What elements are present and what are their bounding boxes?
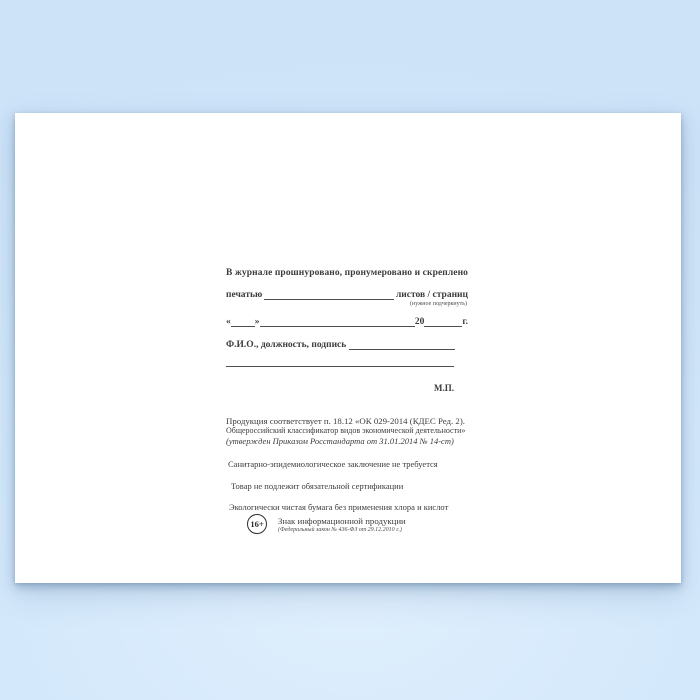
compliance-line-1: Продукция соответствует п. 18.12 «ОК 029-2014 (КДЕС Ред. 2). [226,416,465,426]
stamp-place-label: М.П. [434,383,454,393]
signature-row [226,340,468,350]
signature-line [226,366,454,367]
year-suffix: г. [462,317,468,327]
quote-close: » [254,317,260,327]
stamp-row [226,290,468,300]
page-content-block [226,268,468,568]
underline-hint: (нужное подчеркнуть) [410,301,467,307]
fill-line [264,291,394,300]
pechatyu-label: печатью [226,290,263,300]
age-16-badge-icon: 16+ [247,514,267,534]
law-reference-label: (Федеральный закон № 436-ФЗ от 29.12.2010 г.) [278,527,402,533]
fill-line [424,318,462,327]
compliance-paragraph [226,416,468,446]
signature-line-row [226,366,468,367]
note-eco-paper: Экологически чистая бумага без применения хлора и кислот [229,502,449,512]
listov-label: листов / страниц [395,290,468,300]
fill-line [349,341,455,350]
binding-statement: В журнале прошнуровано, пронумеровано и скреплено [226,268,469,278]
info-product-label: Знак информационной продукции [278,516,406,526]
date-row [226,317,468,327]
compliance-line-3: (утвержден Приказом Росстандарта от 31.01.2014 № 14-ст) [226,436,454,446]
journal-back-page [15,113,681,583]
age-badge-row [226,514,468,534]
age-badge-text [278,514,406,533]
fill-line [231,318,255,327]
fill-line [260,318,415,327]
year-prefix: 20 [414,317,425,327]
note-sanitary: Санитарно-эпидемиологическое заключение не требуется [228,459,438,469]
fio-label: Ф.И.О., должность, подпись [226,340,347,350]
compliance-line-2: Общероссийский классификатор видов экономической деятельности» [226,426,466,435]
note-certification: Товар не подлежит обязательной сертификации [231,481,404,491]
quote-open: « [226,317,231,327]
